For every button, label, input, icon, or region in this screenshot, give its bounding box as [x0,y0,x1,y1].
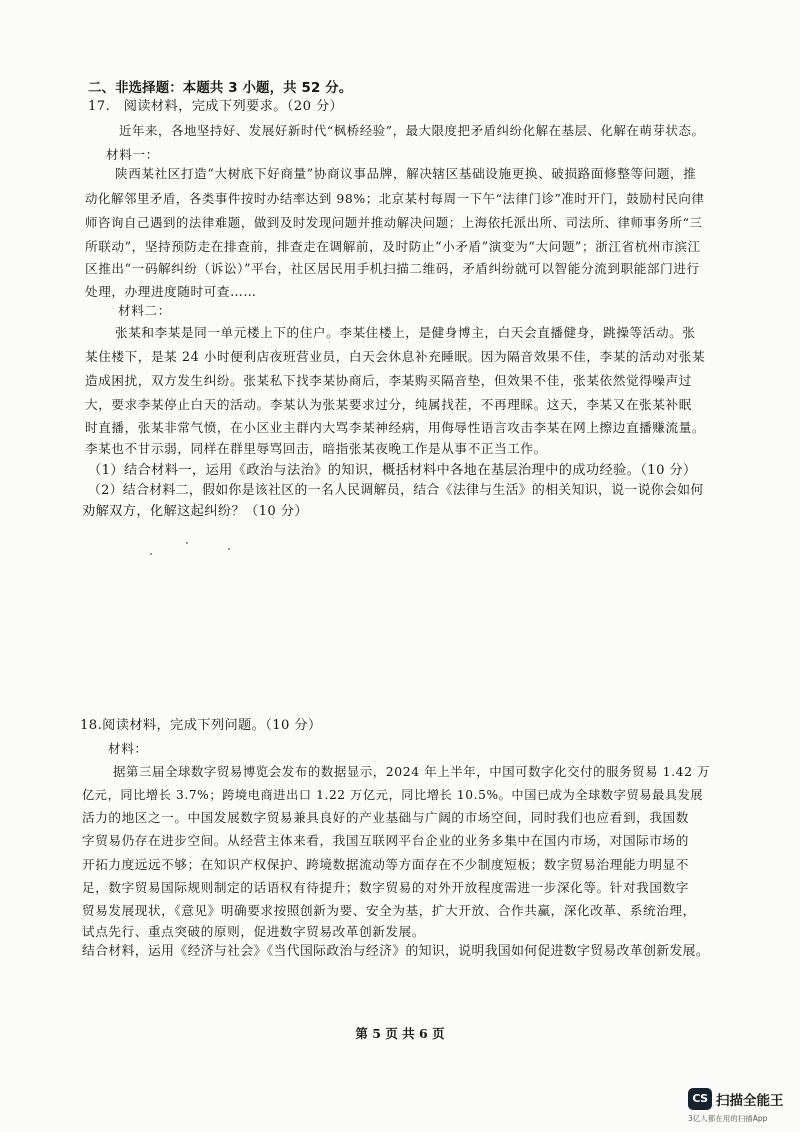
q17-material2-line: 大，要求李某停止白天的活动。李某认为张某要求过分，纯属找茬，不再理睬。这天，李某又在张某补眠 [85,397,692,412]
q18-material-label: 材料： [108,741,148,756]
q18-material-line: 试点先行、重点突破的原则，促进数字贸易改革创新发展。 [82,924,426,939]
q17-intro: 近年来，各地坚持好、发展好新时代“枫桥经验”，最大限度把矛盾纠纷化解在基层、化解在萌芽状态。 [119,123,705,138]
q17-subquestion-2-line: 劝解双方，化解这起纠纷？（10 分） [82,504,308,519]
watermark-slogan: 3亿人都在用的扫描App [688,1114,768,1123]
q17-material2-line: 时直播，张某非常气愤，在小区业主群内大骂李某神经病，用侮辱性语言攻击李某在网上擦边直播赚流量。 [85,420,706,435]
q17-material2-label: 材料二： [118,303,171,318]
q18-title: 18.阅读材料，完成下列问题。（10 分） [80,718,322,733]
q17-material1-line: 师咨询自己遇到的法律难题，做到及时发现问题并推动解决问题；上海依托派出所、司法所、律师事务所“三 [85,215,703,230]
q17-title: 17. 阅读材料，完成下列要求。（20 分） [88,99,344,114]
q18-material-line: 据第三届全球数字贸易博览会发布的数据显示，2024 年上半年，中国可数字化交付的服务贸易 1.42 万 [113,764,711,779]
q18-material-line: 开拓力度远远不够；在知识产权保护、跨境数据流动等方面存在不少制度短板；数字贸易治理能力明显不 [82,857,689,872]
q18-material-line: 贸易发展现状，《意见》明确要求按照创新为要、安全为基，扩大开放、合作共赢，深化改革、系统治理， [82,903,696,918]
scan-speck [150,553,152,555]
q17-subquestion-2-line: （2）结合材料二，假如你是该社区的一名人民调解员，结合《法律与生活》的相关知识，说一说你会如何 [88,483,704,498]
q17-material1-line: 处理，办理进度随时可查…… [85,284,257,299]
q17-material1-line: 陕西某社区打造“大树底下好商量”协商议事品牌，解决辖区基础设施更换、破损路面修整等问题，推 [115,166,697,181]
q18-question: 结合材料，运用《经济与社会》《当代国际政治与经济》的知识，说明我国如何促进数字贸易改革创新发展。 [82,944,710,959]
q17-material1-line: 所联动”，坚持预防走在排查前，排查走在调解前，及时防止“小矛盾”演变为“大问题”；浙江省杭州市滨江 [85,239,701,254]
section-heading: 二、非选择题：本题共 3 小题，共 52 分。 [88,81,353,96]
q17-material2-line: 造成困扰，双方发生纠纷。张某私下找李某协商后，李某购买隔音垫，但效果不佳，张某依然觉得噪声过 [85,373,692,388]
q17-material2-line: 李某也不甘示弱，同样在群里辱骂回击，暗指张某夜晚工作是从事不正当工作。 [85,441,547,456]
q17-material1-label: 材料一： [106,147,159,162]
scan-speck [228,548,230,550]
q18-material-line: 亿元，同比增长 3.7%；跨境电商进出口 1.22 万亿元，同比增长 10.5%。中国已成为全球数字贸易最具发展 [82,788,704,802]
q18-material-line: 足，数字贸易国际规则制定的话语权有待提升；数字贸易的对外开放程度需进一步深化等。针对我国数字 [82,880,689,895]
page-number: 第 5 页 共 6 页 [355,1026,445,1041]
q17-material2-line: 张某和李某是同一单元楼上下的住户。李某住楼上，是健身博主，白天会直播健身，跳操等活动。张 [115,325,696,340]
q17-material1-line: 动化解邻里矛盾，各类事件按时办结率达到 98%；北京某村每周一下午“法律门诊”准时开门，鼓励村民向律 [85,191,705,206]
camscanner-logo-icon: CS [688,1088,712,1110]
watermark-app-name: 扫描全能王 [716,1093,784,1109]
q18-material-line: 活力的地区之一。中国发展数字贸易兼具良好的产业基础与广阔的市场空间，同时我们也应看到，我国数 [82,810,689,825]
q17-material2-line: 某住楼下，是某 24 小时便利店夜班营业员，白天会休息补充睡眠。因为隔音效果不佳，李某的活动对张某 [85,349,706,364]
q17-material1-line: 区推出“一码解纠纷（诉讼）”平台，社区居民用手机扫描二维码，矛盾纠纷就可以智能分流到职能部门进行 [85,261,700,276]
q18-material-line: 字贸易仍存在进步空间。从经营主体来看，我国互联网平台企业的业务多集中在国内市场，对国际市场的 [82,833,689,848]
q17-subquestion-1: （1）结合材料一，运用《政治与法治》的知识，概括材料中各地在基层治理中的成功经验。（10 分） [88,463,697,478]
scanner-watermark [688,1086,796,1126]
scan-speck [186,542,188,544]
